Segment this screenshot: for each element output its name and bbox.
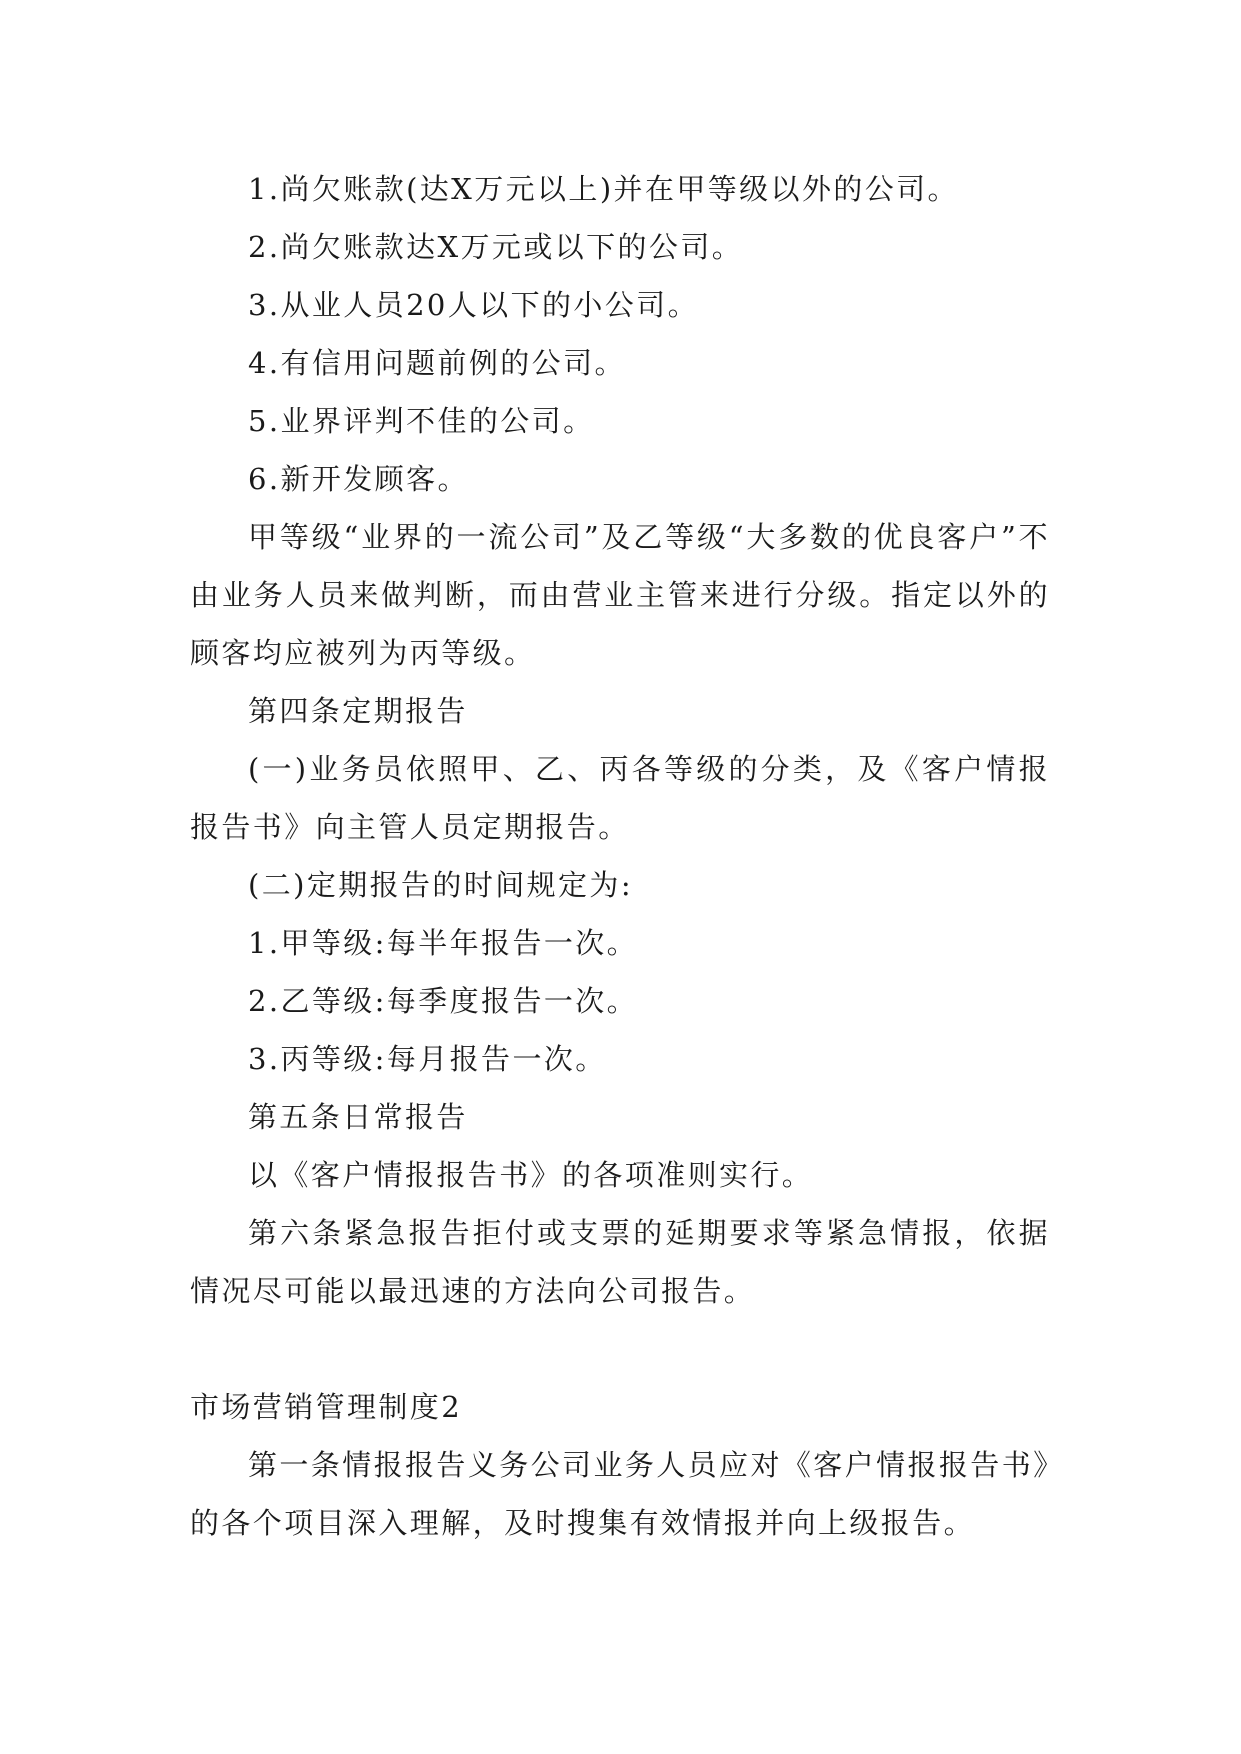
list-item: 1.甲等级:每半年报告一次。 xyxy=(248,926,639,960)
list-item: 3.丙等级:每月报告一次。 xyxy=(248,1042,607,1076)
body-paragraph: 第六条紧急报告拒付或支票的延期要求等紧急情报，依据情况尽可能以最迅速的方法向公司报告。 xyxy=(190,1216,1050,1308)
list-item: 4.有信用问题前例的公司。 xyxy=(248,346,626,380)
list-item: 6.新开发顾客。 xyxy=(248,462,469,496)
section-title: 市场营销管理制度2 xyxy=(190,1390,463,1424)
body-paragraph: 第一条情报报告义务公司业务人员应对《客户情报报告书》的各个项目深入理解，及时搜集有效情报并向上级报告。 xyxy=(190,1448,1050,1540)
body-paragraph: 甲等级“业界的一流公司”及乙等级“大多数的优良客户”不由业务人员来做判断，而由营业主管来进行分级。指定以外的顾客均应被列为丙等级。 xyxy=(190,520,1050,670)
list-item: 5.业界评判不佳的公司。 xyxy=(248,404,595,438)
body-paragraph: (一)业务员依照甲、乙、丙各等级的分类，及《客户情报报告书》向主管人员定期报告。 xyxy=(190,752,1050,844)
body-paragraph: (二)定期报告的时间规定为: xyxy=(248,868,633,902)
article-heading: 第四条定期报告 xyxy=(248,694,468,728)
section-gap xyxy=(190,1320,1050,1378)
list-item: 1.尚欠账款(达X万元以上)并在甲等级以外的公司。 xyxy=(248,172,959,206)
body-paragraph: 以《客户情报报告书》的各项准则实行。 xyxy=(248,1158,814,1192)
article-heading: 第五条日常报告 xyxy=(248,1100,468,1134)
list-item: 3.从业人员20人以下的小公司。 xyxy=(248,288,699,322)
list-item: 2.乙等级:每季度报告一次。 xyxy=(248,984,639,1018)
document-page xyxy=(190,160,1050,1552)
list-item: 2.尚欠账款达X万元或以下的公司。 xyxy=(248,230,744,264)
